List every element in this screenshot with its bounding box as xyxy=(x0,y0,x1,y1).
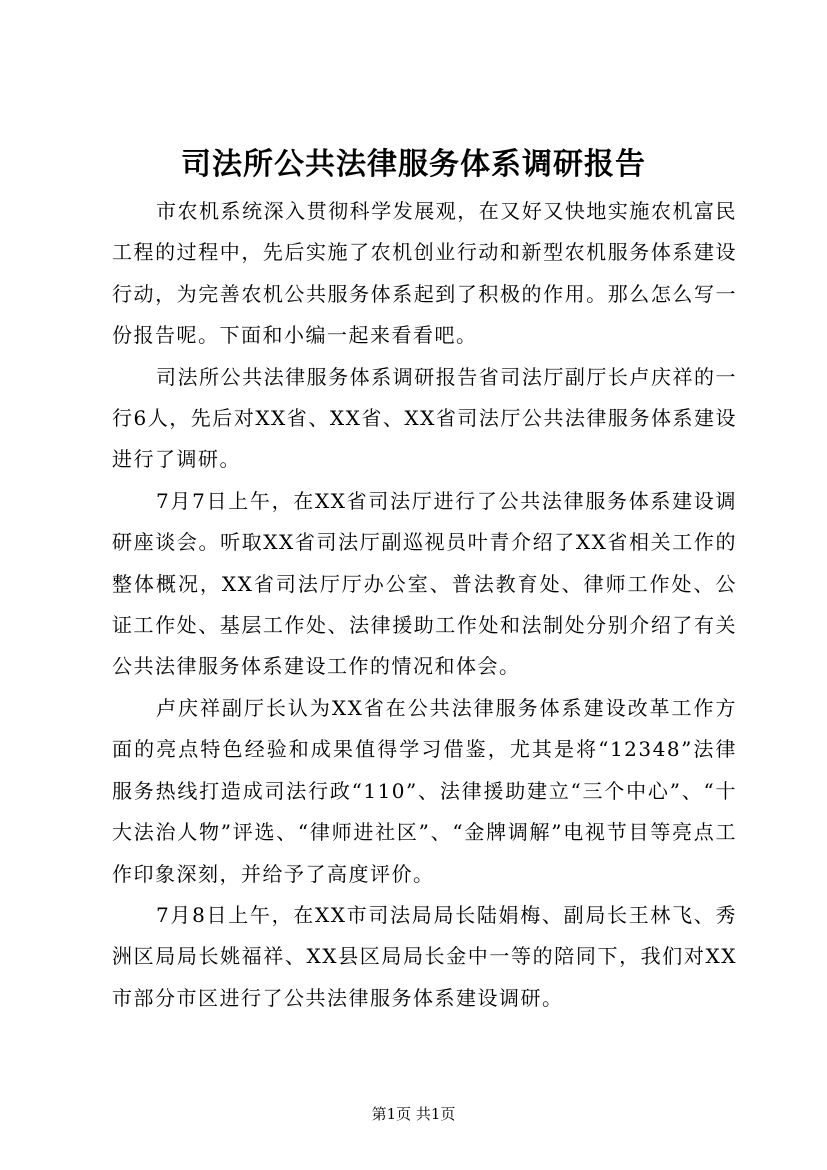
document-body xyxy=(112,191,737,1019)
paragraph: 7月8日上午，在XX市司法局局长陆娟梅、副局长王林飞、秀洲区局局长姚福祥、XX县区局局长金中一等的陪同下，我们对XX市部分市区进行了公共法律服务体系建设调研。 xyxy=(112,902,737,1010)
paragraph: 市农机系统深入贯彻科学发展观，在又好又快地实施农机富民工程的过程中，先后实施了农机创业行动和新型农机服务体系建设行动，为完善农机公共服务体系起到了积极的作用。那么怎么写一份报告呢。下面和小编一起来看看吧。 xyxy=(112,199,737,348)
page-footer xyxy=(0,1102,827,1126)
document-title: 司法所公共法律服务体系调研报告 xyxy=(181,147,646,182)
paragraph: 司法所公共法律服务体系调研报告省司法厅副厅长卢庆祥的一行6人，先后对XX省、XX省、XX省司法厅公共法律服务体系建设进行了调研。 xyxy=(112,364,737,472)
page-number-label: 第1页 共1页 xyxy=(371,1105,456,1123)
paragraph: 7月7日上午，在XX省司法厅进行了公共法律服务体系建设调研座谈会。听取XX省司法厅副巡视员叶青介绍了XX省相关工作的整体概况，XX省司法厅厅办公室、普法教育处、律师工作处、公证工作处、基层工作处、法律援助工作处和法制处分别介绍了有关公共法律服务体系建设工作的情况和体会。 xyxy=(112,488,737,679)
paragraph: 卢庆祥副厅长认为XX省在公共法律服务体系建设改革工作方面的亮点特色经验和成果值得学习借鉴，尤其是将“12348”法律服务热线打造成司法行政“110”、法律援助建立“三个中心”、“十大法治人物”评选、“律师进社区”、“金牌调解”电视节目等亮点工作印象深刻，并给予了高度评价。 xyxy=(112,695,737,886)
